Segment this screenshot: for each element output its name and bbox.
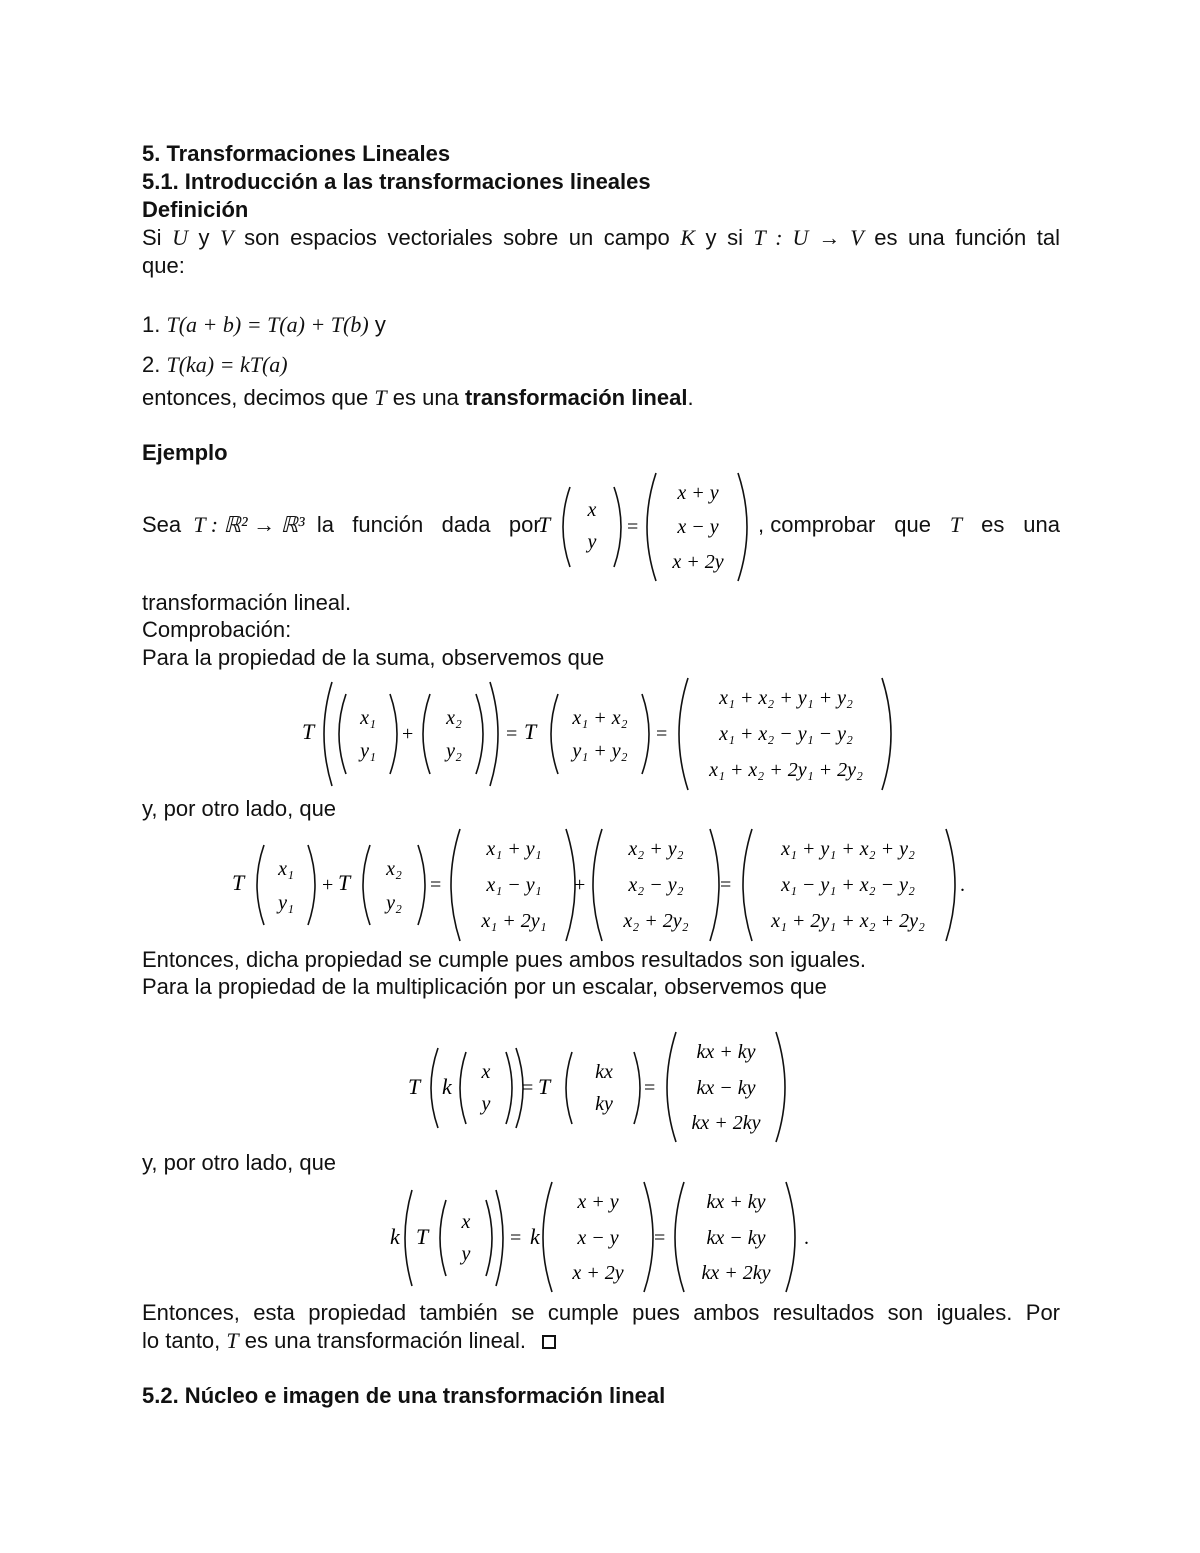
eq-row1: x + y [677, 482, 719, 504]
conclusion: entonces, decimos que T es una transformación lineal. [142, 385, 694, 410]
svg-text:x₁ + 2y₁ + x₂ + 2y₂: x₁ + 2y₁ + x₂ + 2y₂ [771, 910, 925, 932]
svg-text:kx − ky: kx − ky [706, 1227, 766, 1249]
scalar-equation-right [386, 1178, 816, 1298]
svg-text:x₂ − y₂: x₂ − y₂ [628, 874, 684, 896]
other-side-1: y, por otro lado, que [142, 796, 337, 821]
eq-x: x [587, 499, 597, 521]
eq-T: T [538, 512, 551, 537]
svg-text:=: = [430, 874, 442, 896]
svg-text:kx + 2ky: kx + 2ky [701, 1262, 771, 1284]
svg-text:x + y: x + y [577, 1191, 619, 1213]
section-title: 5. Transformaciones Lineales [142, 141, 451, 166]
svg-text:=: = [644, 1077, 656, 1099]
svg-text:x₁ + x₂ + 2y₁ + 2y₂: x₁ + x₂ + 2y₁ + 2y₂ [709, 759, 863, 781]
svg-text:x₁ + y₁ + x₂ + y₂: x₁ + y₁ + x₂ + y₂ [781, 838, 915, 860]
svg-text:k: k [442, 1074, 452, 1099]
sum-equation-left [298, 672, 908, 797]
svg-text:x + 2y: x + 2y [572, 1262, 624, 1284]
svg-text:T: T [302, 719, 315, 744]
definition-heading: Definición [142, 197, 249, 222]
final-line-1: Entonces, esta propiedad también se cumple pues ambos resultados son iguales. Por [142, 1300, 1060, 1325]
sum-conclusion: Entonces, dicha propiedad se cumple pues ambos resultados son iguales. [142, 947, 867, 972]
svg-text:y₁: y₁ [360, 740, 376, 762]
svg-text:=: = [522, 1077, 534, 1099]
svg-text:x₂: x₂ [386, 858, 402, 880]
definition-line-1: Si U y V son espacios vectoriales sobre un campo K y si T : U → V es una función tal [142, 225, 1060, 250]
svg-text:.: . [960, 874, 965, 896]
svg-text:x₁ − y₁: x₁ − y₁ [486, 874, 542, 896]
example-heading: Ejemplo [142, 440, 228, 465]
sum-equation-right [228, 823, 978, 948]
svg-text:kx: kx [595, 1061, 613, 1083]
svg-text:y₁: y₁ [278, 892, 294, 914]
example-line-2: transformación lineal. [142, 590, 352, 615]
svg-text:=: = [506, 723, 518, 745]
svg-text:x₁ + x₂: x₁ + x₂ [572, 707, 628, 729]
svg-text:x₁: x₁ [360, 707, 376, 729]
svg-text:x₁ + x₂ − y₁ − y₂: x₁ + x₂ − y₁ − y₂ [719, 723, 853, 745]
property-1: 1. T(a + b) = T(a) + T(b) y [142, 312, 386, 337]
svg-text:.: . [804, 1227, 809, 1249]
svg-text:x₂: x₂ [446, 707, 462, 729]
svg-text:=: = [510, 1227, 522, 1249]
svg-text:T: T [524, 719, 537, 744]
svg-text:k: k [390, 1224, 400, 1249]
svg-text:x: x [461, 1211, 471, 1233]
svg-text:kx + 2ky: kx + 2ky [691, 1112, 761, 1134]
svg-text:k: k [530, 1224, 540, 1249]
svg-text:+: + [402, 723, 414, 745]
scalar-intro: Para la propiedad de la multiplicación por un escalar, observemos que [142, 974, 827, 999]
subsection-title: 5.1. Introducción a las transformaciones lineales [142, 169, 651, 194]
qed-square-icon [542, 1335, 556, 1349]
svg-text:x₂ + y₂: x₂ + y₂ [628, 838, 684, 860]
eq-row3: x + 2y [672, 551, 724, 573]
svg-text:y₂: y₂ [446, 740, 462, 762]
svg-text:+: + [574, 874, 586, 896]
svg-text:kx − ky: kx − ky [696, 1077, 756, 1099]
svg-text:T: T [408, 1074, 421, 1099]
property-1-formula: T(a + b) = T(a) + T(b) [166, 312, 369, 337]
svg-text:y₂: y₂ [386, 892, 402, 914]
svg-text:=: = [656, 723, 668, 745]
example-line-1b: , comprobar que T es una [758, 512, 1060, 537]
svg-text:x₁ + 2y₁: x₁ + 2y₁ [481, 910, 547, 932]
svg-text:x − y: x − y [577, 1227, 619, 1249]
svg-text:kx + ky: kx + ky [696, 1041, 756, 1063]
svg-text:x₁ − y₁ + x₂ − y₂: x₁ − y₁ + x₂ − y₂ [781, 874, 915, 896]
proof-label: Comprobación: [142, 617, 292, 642]
svg-text:x: x [481, 1061, 491, 1083]
eq-y: y [587, 531, 597, 553]
svg-text:T: T [416, 1224, 429, 1249]
eq-row2: x − y [677, 516, 719, 538]
svg-text:kx + ky: kx + ky [706, 1191, 766, 1213]
next-subsection-title: 5.2. Núcleo e imagen de una transformación lineal [142, 1383, 666, 1408]
scalar-equation-left [404, 1028, 804, 1148]
svg-text:y: y [461, 1243, 471, 1265]
svg-text:x₁ + x₂ + y₁ + y₂: x₁ + x₂ + y₁ + y₂ [719, 687, 853, 709]
eq-equals: = [627, 516, 639, 538]
definition-line-2: que: [142, 253, 185, 278]
svg-text:x₁ + y₁: x₁ + y₁ [486, 838, 542, 860]
svg-text:T: T [338, 870, 351, 895]
svg-text:T: T [232, 870, 245, 895]
svg-text:=: = [720, 874, 732, 896]
property-2-formula: T(ka) = kT(a) [166, 352, 288, 377]
svg-text:ky: ky [595, 1093, 613, 1115]
final-line-2: lo tanto, T es una transformación lineal. [142, 1328, 556, 1354]
other-side-2: y, por otro lado, que [142, 1150, 337, 1175]
svg-text:T: T [538, 1074, 551, 1099]
svg-text:x₂ + 2y₂: x₂ + 2y₂ [623, 910, 689, 932]
svg-text:y: y [481, 1093, 491, 1115]
example-line-1a: Sea T : ℝ² → ℝ³ la función dada por [142, 512, 541, 537]
example-definition-equation [530, 465, 765, 590]
svg-text:=: = [654, 1227, 666, 1249]
svg-text:x₁: x₁ [278, 858, 294, 880]
svg-text:y₁ + y₂: y₁ + y₂ [572, 740, 628, 762]
property-2: 2. T(ka) = kT(a) [142, 352, 288, 377]
sum-intro: Para la propiedad de la suma, observemos que [142, 645, 605, 670]
svg-text:+: + [322, 874, 334, 896]
